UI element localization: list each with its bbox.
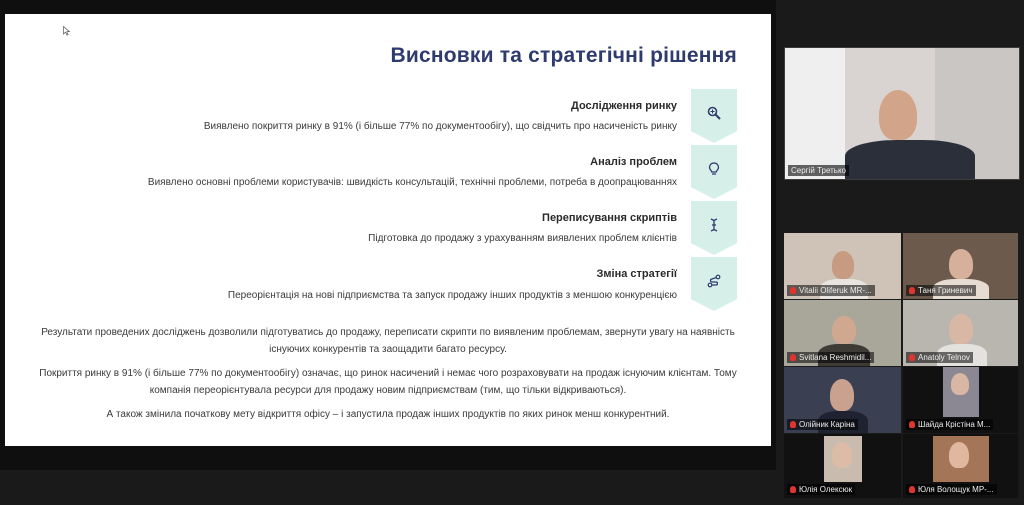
participant-name: Юлія Олексюк	[787, 484, 855, 495]
paragraph-line: компанія переорієнтувала ресурси для продажу новим підприємствам (тим, що тільки відкриваються).	[149, 385, 627, 396]
route-icon	[707, 274, 721, 288]
section-text-market-research: Виявлено покриття ринку в 91% (і більше 77% по документообігу), що свідчить про насиченість ринку	[203, 121, 677, 132]
muted-mic-icon	[790, 421, 796, 428]
presentation-slide	[5, 14, 771, 446]
participant-tile[interactable]	[784, 300, 901, 366]
magnifier-icon	[707, 106, 721, 120]
section-heading-script-rewrite: Переписування скриптів	[542, 212, 677, 224]
summary-paragraph-1	[25, 324, 751, 358]
muted-mic-icon	[790, 354, 796, 361]
participant-tile[interactable]	[784, 434, 901, 498]
section-chevron	[691, 89, 737, 143]
section-chevron	[691, 257, 737, 311]
speaker-face	[879, 90, 917, 140]
section-text-problem-analysis: Виявлено основні проблеми користувачів: швидкість консультацій, технічні проблеми, потреба в доопрацюваннях	[147, 177, 677, 188]
participant-name: Anatoly Telnov	[906, 352, 973, 363]
section-text-strategy-change: Переорієнтація на нові підприємства та запуск продажу інших продуктів з меншою конкуренцією	[227, 290, 677, 301]
summary-paragraph-3	[25, 406, 751, 423]
section-heading-market-research: Дослідження ринку	[571, 100, 677, 112]
paragraph-line: А також змінила початкову мету відкриття офісу – і запустила продаж інших продуктів по яких ринок менш конкурентний.	[106, 409, 670, 420]
participants-panel	[776, 0, 1024, 505]
muted-mic-icon	[790, 287, 796, 294]
muted-mic-icon	[909, 421, 915, 428]
bottom-strip	[0, 470, 776, 505]
participant-name: Олійник Каріна	[787, 419, 858, 430]
participant-tile[interactable]	[784, 367, 901, 433]
participant-tile[interactable]	[903, 300, 1018, 366]
participant-tile[interactable]	[903, 367, 1018, 433]
section-chevron	[691, 145, 737, 199]
section-heading-problem-analysis: Аналіз проблем	[590, 156, 677, 168]
participant-name: Сергій Третько	[788, 165, 849, 176]
section-heading-strategy-change: Зміна стратегії	[596, 268, 677, 280]
muted-mic-icon	[790, 486, 796, 493]
participant-name: Таня Гриневич	[906, 285, 976, 296]
muted-mic-icon	[909, 486, 915, 493]
section-text-script-rewrite: Підготовка до продажу з урахуванням виявлених проблем клієнтів	[368, 233, 677, 244]
lightbulb-icon	[707, 162, 721, 176]
participant-name: Шайда Крістіна М...	[906, 419, 993, 430]
participant-tile[interactable]	[903, 434, 1018, 498]
muted-mic-icon	[909, 287, 915, 294]
participant-name: Svitlana Reshmidil...	[787, 352, 874, 363]
muted-mic-icon	[909, 354, 915, 361]
mouse-cursor-icon	[63, 26, 71, 36]
section-chevron	[691, 201, 737, 255]
paragraph-line: існуючих конкурентів та заощадити багато ресурсу.	[269, 344, 507, 355]
active-speaker-tile[interactable]	[784, 47, 1020, 180]
text-cursor-icon	[707, 218, 721, 232]
participant-tile[interactable]	[784, 233, 901, 299]
participant-tile[interactable]	[903, 233, 1018, 299]
summary-paragraph-2	[25, 365, 751, 399]
paragraph-line: Результати проведених досліджень дозволили підготуватись до продажу, переписати скрипти по виявленим проблемам, звернути увагу на наявність	[41, 327, 735, 338]
paragraph-line: Покриття ринку в 91% (і більше 77% по документообігу) означає, що ринок насичений і немає чого розраховувати на продаж існуючим клієнтам. Тому	[39, 368, 737, 379]
participant-name: Юля Волощук МР-...	[906, 484, 997, 495]
participant-name: Vitalii Oliferuk MR-...	[787, 285, 875, 296]
slide-title: Висновки та стратегічні рішення	[390, 44, 737, 67]
